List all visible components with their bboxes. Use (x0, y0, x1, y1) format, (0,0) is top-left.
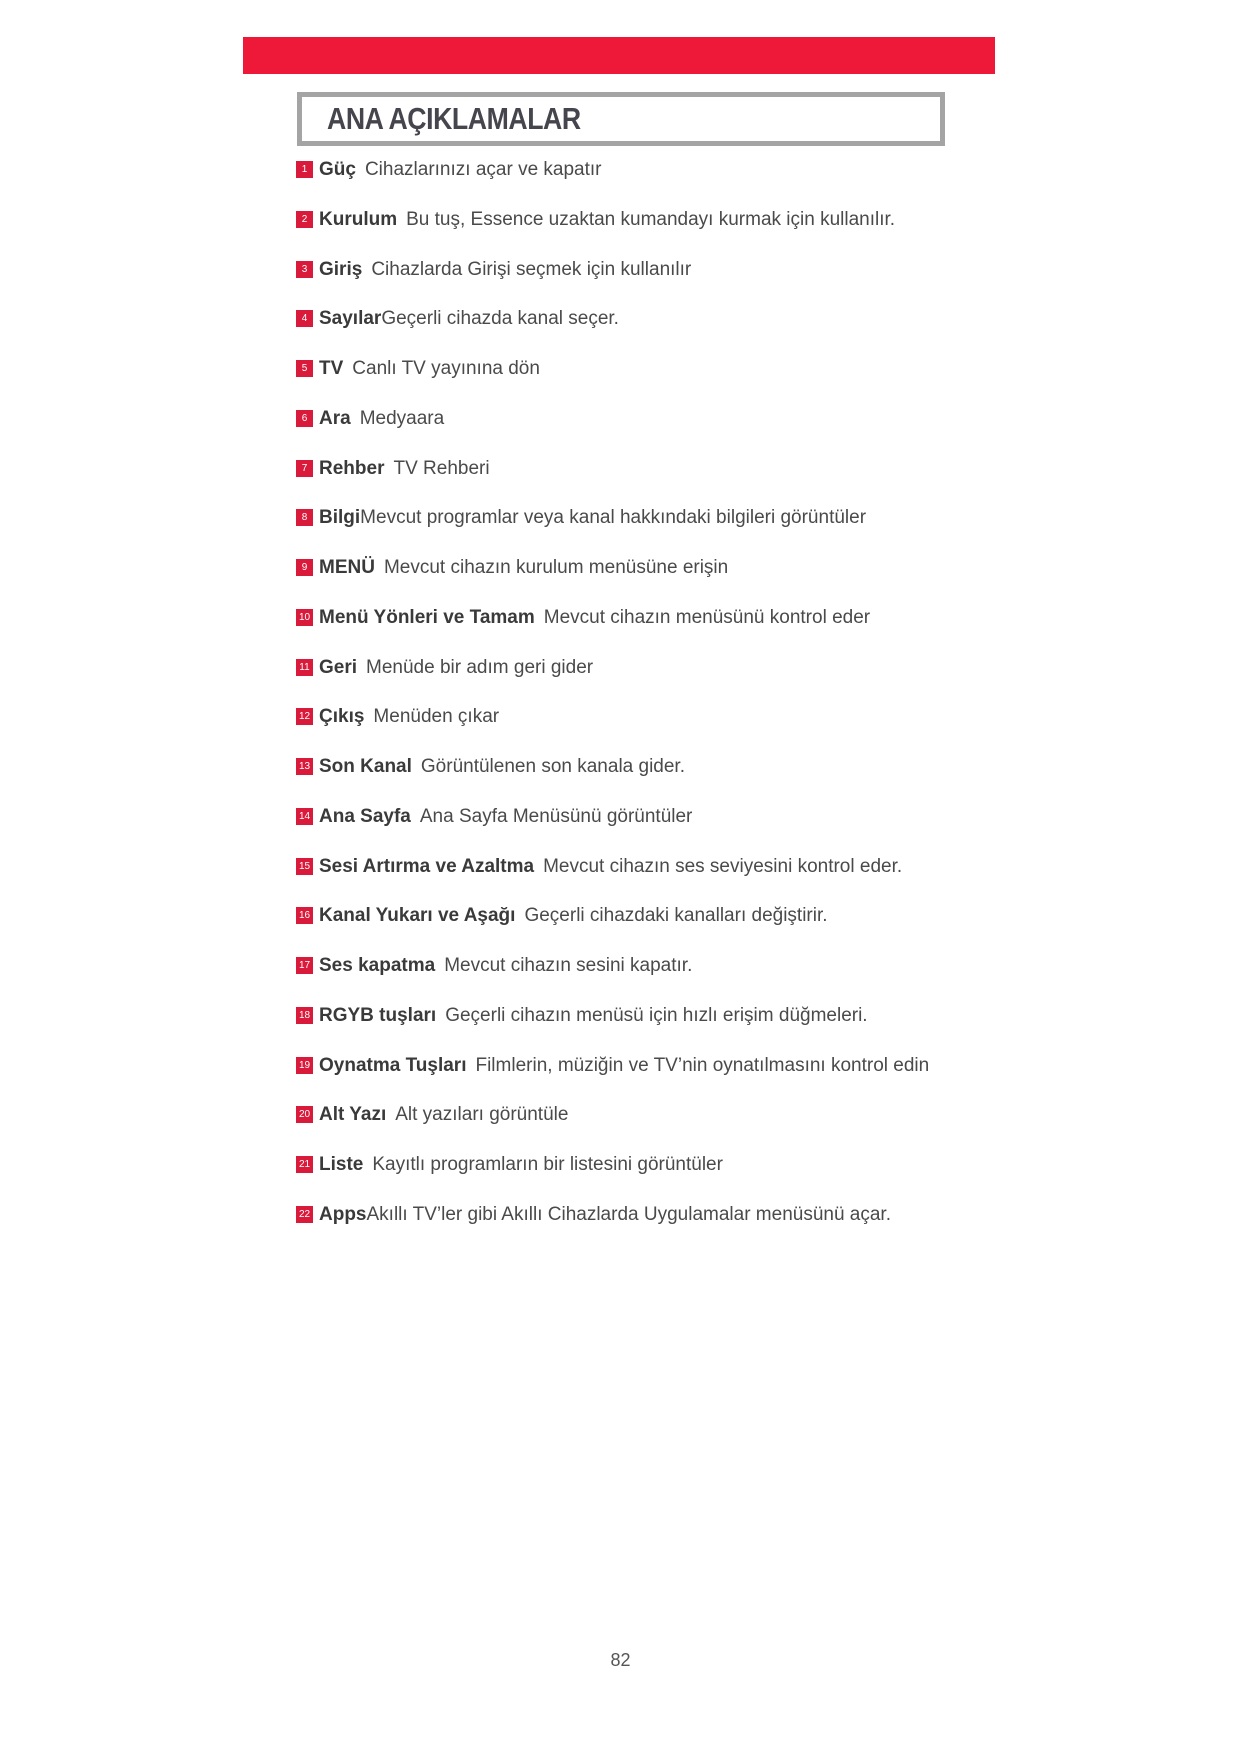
item-label: Liste (319, 1154, 364, 1175)
item-number-badge: 3 (296, 261, 313, 278)
item-label: Menü Yönleri ve Tamam (319, 606, 535, 628)
item-label: Son Kanal (319, 756, 412, 777)
list-item (296, 555, 1016, 605)
item-number-badge: 1 (296, 161, 313, 178)
header-accent-bar (243, 37, 995, 74)
item-number-badge: 18 (296, 1007, 313, 1024)
list-item (296, 953, 1016, 1003)
list-item (296, 1003, 1016, 1053)
item-description: Mevcut cihazın menüsünü kontrol eder (543, 606, 871, 628)
list-item (296, 505, 1016, 555)
item-label: Apps (319, 1203, 367, 1225)
item-number-badge: 8 (296, 509, 313, 526)
item-label: Rehber (319, 457, 385, 479)
item-description: Akıllı TV’ler gibi Akıllı Cihazlarda Uygulamalar menüsünü açar. (366, 1203, 891, 1225)
item-label: MENÜ (319, 557, 375, 578)
item-label: Kanal Yukarı ve Aşağı (319, 905, 516, 927)
item-number-badge: 4 (296, 310, 313, 327)
list-item (296, 306, 1016, 356)
item-description: Mevcut programlar veya kanal hakkındaki bilgileri görüntüler (360, 507, 867, 529)
item-description: TV Rehberi (393, 457, 490, 479)
item-label: Kurulum (319, 208, 398, 230)
item-number-badge: 19 (296, 1057, 313, 1074)
item-description: Cihazlarda Girişi seçmek için kullanılır (371, 258, 692, 280)
item-number-badge: 12 (296, 708, 313, 725)
item-number-badge: 13 (296, 758, 313, 775)
item-description: Bu tuş, Essence uzaktan kumandayı kurmak için kullanılır. (406, 208, 896, 230)
item-number-badge: 6 (296, 410, 313, 427)
list-item (296, 1152, 1016, 1202)
item-description: Menüden çıkar (373, 706, 500, 728)
item-description: Mevcut cihazın ses seviyesini kontrol eder. (543, 855, 903, 877)
item-description: Kayıtlı programların bir listesini görüntüler (372, 1154, 723, 1175)
item-number-badge: 9 (296, 559, 313, 576)
list-item (296, 157, 1016, 207)
page-number: 82 (610, 1650, 631, 1670)
item-label: Alt Yazı (319, 1104, 387, 1126)
list-item (296, 655, 1016, 705)
item-description: Geçerli cihazda kanal seçer. (381, 308, 619, 330)
item-number-badge: 22 (296, 1206, 313, 1223)
item-number-badge: 15 (296, 858, 313, 875)
item-number-badge: 5 (296, 360, 313, 377)
item-number-badge: 11 (296, 659, 313, 676)
item-label: Oynatma Tuşları (319, 1054, 467, 1076)
item-number-badge: 14 (296, 808, 313, 825)
item-label: Ses kapatma (319, 955, 436, 976)
item-label: Sayılar (319, 308, 382, 330)
list-item (296, 456, 1016, 506)
item-description: Cihazlarınızı açar ve kapatır (364, 159, 602, 180)
item-description: Geçerli cihazın menüsü için hızlı erişim düğmeleri. (445, 1004, 868, 1026)
item-number-badge: 21 (296, 1156, 313, 1173)
list-item (296, 903, 1016, 953)
item-label: Güç (319, 159, 356, 180)
item-description: Alt yazıları görüntüle (395, 1104, 569, 1126)
item-description: Medyaara (359, 407, 445, 429)
item-label: Bilgi (319, 507, 361, 529)
item-description: Canlı TV yayınına dön (352, 358, 540, 379)
item-label: Giriş (319, 258, 363, 280)
list-item (296, 605, 1016, 655)
item-description: Görüntülenen son kanala gider. (420, 756, 685, 777)
item-label: Geri (319, 656, 358, 678)
list-item (296, 257, 1016, 307)
item-number-badge: 10 (296, 609, 313, 626)
item-number-badge: 16 (296, 907, 313, 924)
list-item (296, 406, 1016, 456)
item-label: RGYB tuşları (319, 1004, 437, 1026)
page-title: ANA AÇIKLAMALAR (327, 101, 581, 136)
item-label: Ana Sayfa (319, 805, 411, 827)
list-item (296, 704, 1016, 754)
item-number-badge: 20 (296, 1106, 313, 1123)
item-description: Filmlerin, müziğin ve TV’nin oynatılmasını kontrol edin (475, 1054, 930, 1076)
list-item (296, 1053, 1016, 1103)
item-description: Geçerli cihazdaki kanalları değiştirir. (524, 905, 828, 927)
list-item (296, 356, 1016, 406)
section-title-box (297, 92, 945, 146)
item-label: Ara (319, 407, 351, 429)
key-description-list (296, 157, 1016, 1252)
list-item (296, 804, 1016, 854)
list-item (296, 207, 1016, 257)
list-item (296, 754, 1016, 804)
item-label: Çıkış (319, 706, 365, 728)
item-number-badge: 2 (296, 211, 313, 228)
list-item (296, 1202, 1016, 1252)
item-label: Sesi Artırma ve Azaltma (319, 855, 535, 877)
item-label: TV (319, 358, 344, 379)
list-item (296, 854, 1016, 904)
item-description: Ana Sayfa Menüsünü görüntüler (419, 805, 693, 827)
item-number-badge: 17 (296, 957, 313, 974)
list-item (296, 1102, 1016, 1152)
item-description: Mevcut cihazın sesini kapatır. (444, 955, 693, 976)
item-description: Mevcut cihazın kurulum menüsüne erişin (383, 557, 729, 578)
item-description: Menüde bir adım geri gider (366, 656, 594, 678)
item-number-badge: 7 (296, 460, 313, 477)
